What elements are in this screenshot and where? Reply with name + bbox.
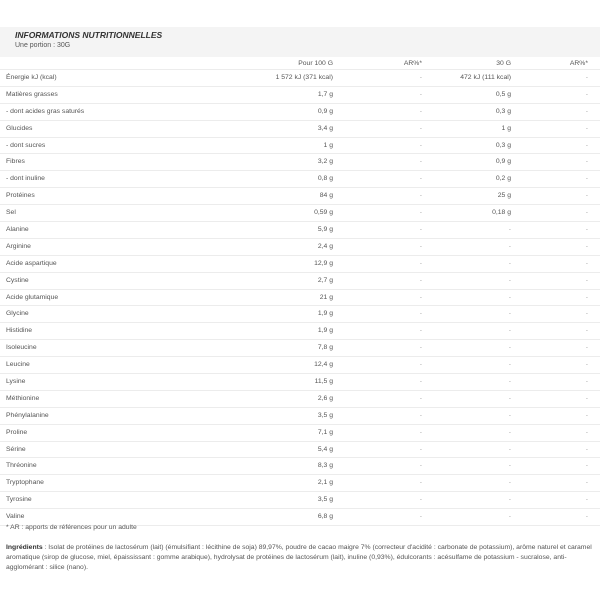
value-per30: - — [508, 394, 511, 402]
value-ar1: - — [419, 445, 422, 453]
value-ar1: - — [419, 310, 422, 318]
value-per100: 12,9 g — [314, 259, 333, 267]
table-row — [0, 425, 600, 442]
value-per30: 0,5 g — [495, 90, 511, 98]
value-ar2: - — [585, 378, 588, 386]
value-ar2: - — [585, 496, 588, 504]
nutrient-name: Alanine — [6, 226, 29, 234]
value-ar2: - — [585, 310, 588, 318]
value-per30: - — [508, 378, 511, 386]
value-per30: - — [508, 479, 511, 487]
nutrient-name: Glucides — [6, 124, 33, 132]
table-body — [0, 70, 600, 526]
table-row — [0, 121, 600, 138]
table-row — [0, 391, 600, 408]
table-row — [0, 306, 600, 323]
value-per30: - — [508, 462, 511, 470]
value-ar2: - — [585, 192, 588, 200]
value-per30: - — [508, 428, 511, 436]
table-row — [0, 256, 600, 273]
table-row — [0, 374, 600, 391]
value-per30: 472 kJ (111 kcal) — [460, 74, 511, 81]
value-per100: 84 g — [319, 192, 333, 200]
value-ar1: - — [419, 209, 422, 217]
page-title: INFORMATIONS NUTRITIONNELLES — [15, 30, 163, 40]
nutrient-name: Lysine — [6, 378, 26, 386]
value-per100: 1 572 kJ (371 kcal) — [275, 74, 333, 81]
value-ar1: - — [419, 242, 422, 250]
value-per100: 2,7 g — [317, 276, 333, 284]
nutrient-name: Méthionine — [6, 394, 40, 402]
table-row — [0, 323, 600, 340]
value-per100: 7,1 g — [317, 428, 333, 436]
value-per30: - — [508, 276, 511, 284]
value-ar2: - — [585, 124, 588, 132]
value-per30: - — [508, 496, 511, 504]
value-per100: 12,4 g — [314, 361, 333, 369]
value-ar1: - — [419, 107, 422, 115]
nutrient-name: Acide aspartique — [6, 259, 57, 267]
value-per100: 1,9 g — [317, 310, 333, 318]
value-per30: - — [508, 513, 511, 521]
table-row — [0, 171, 600, 188]
value-per30: 0,3 g — [495, 141, 511, 149]
value-per30: - — [508, 411, 511, 419]
nutrient-name: Acide glutamique — [6, 293, 59, 301]
value-ar1: - — [419, 378, 422, 386]
value-per100: 7,8 g — [317, 344, 333, 352]
nutrient-name: Thréonine — [6, 462, 37, 470]
nutrient-name: - dont sucres — [6, 141, 46, 149]
value-ar2: - — [585, 344, 588, 352]
value-ar1: - — [419, 394, 422, 402]
value-ar2: - — [585, 259, 588, 267]
table-header-row — [0, 58, 600, 70]
value-ar2: - — [585, 107, 588, 115]
nutrition-header — [0, 27, 600, 57]
value-per100: 5,9 g — [317, 226, 333, 234]
value-ar1: - — [419, 259, 422, 267]
value-per100: 11,5 g — [314, 378, 333, 386]
value-per100: 3,5 g — [317, 411, 333, 419]
value-per100: 0,59 g — [314, 209, 333, 217]
table-row — [0, 340, 600, 357]
value-ar1: - — [419, 192, 422, 200]
value-ar2: - — [585, 428, 588, 436]
value-ar1: - — [419, 327, 422, 335]
value-ar1: - — [419, 513, 422, 521]
value-per30: 1 g — [501, 124, 511, 132]
value-ar2: - — [585, 361, 588, 369]
value-ar2: - — [585, 479, 588, 487]
value-ar2: - — [585, 226, 588, 234]
value-per30: 25 g — [497, 192, 511, 200]
table-row — [0, 188, 600, 205]
ingredients-label: Ingrédients — [6, 544, 43, 551]
value-ar2: - — [585, 513, 588, 521]
value-per100: 21 g — [319, 293, 333, 301]
value-per100: 1,9 g — [317, 327, 333, 335]
col-header-per100: Pour 100 G — [298, 60, 333, 67]
value-per100: 3,5 g — [317, 496, 333, 504]
table-row — [0, 222, 600, 239]
nutrient-name: - dont inuline — [6, 175, 45, 183]
value-per30: - — [508, 259, 511, 267]
table-row — [0, 273, 600, 290]
value-per100: 3,2 g — [317, 158, 333, 166]
value-ar2: - — [585, 327, 588, 335]
portion-size: Une portion : 30G — [15, 42, 71, 49]
table-row — [0, 70, 600, 87]
value-ar1: - — [419, 462, 422, 470]
ingredients-text — [6, 543, 594, 573]
value-per100: 3,4 g — [317, 124, 333, 132]
nutrient-name: Leucine — [6, 361, 30, 369]
value-ar2: - — [585, 158, 588, 166]
value-per30: - — [508, 327, 511, 335]
footnote: * AR : apports de références pour un adulte — [6, 524, 137, 531]
value-per30: - — [508, 344, 511, 352]
value-ar1: - — [419, 293, 422, 301]
nutrient-name: Matières grasses — [6, 90, 58, 98]
value-per100: 0,8 g — [317, 175, 333, 183]
value-ar2: - — [585, 394, 588, 402]
value-per100: 5,4 g — [317, 445, 333, 453]
value-per100: 2,1 g — [317, 479, 333, 487]
nutrient-name: Phénylalanine — [6, 411, 49, 419]
value-ar2: - — [585, 74, 588, 81]
table-row — [0, 154, 600, 171]
nutrient-name: Sel — [6, 209, 16, 217]
value-ar1: - — [419, 361, 422, 369]
value-ar2: - — [585, 175, 588, 183]
nutrient-name: Proline — [6, 428, 28, 436]
nutrient-name: Sérine — [6, 445, 26, 453]
value-ar2: - — [585, 445, 588, 453]
value-ar1: - — [419, 74, 422, 81]
nutrient-name: Valine — [6, 513, 25, 521]
value-ar2: - — [585, 209, 588, 217]
table-row — [0, 239, 600, 256]
table-row — [0, 357, 600, 374]
value-ar1: - — [419, 158, 422, 166]
value-ar2: - — [585, 411, 588, 419]
value-ar1: - — [419, 90, 422, 98]
value-per100: 6,8 g — [317, 513, 333, 521]
nutrient-name: Cystine — [6, 276, 29, 284]
value-per100: 0,9 g — [317, 107, 333, 115]
value-ar2: - — [585, 462, 588, 470]
table-row — [0, 492, 600, 509]
table-row — [0, 205, 600, 222]
value-per30: 0,9 g — [495, 158, 511, 166]
table-row — [0, 104, 600, 121]
value-ar1: - — [419, 124, 422, 132]
value-ar2: - — [585, 276, 588, 284]
nutrient-name: Histidine — [6, 327, 33, 335]
table-row — [0, 442, 600, 459]
value-ar1: - — [419, 411, 422, 419]
value-ar1: - — [419, 479, 422, 487]
value-per30: 0,18 g — [492, 209, 511, 217]
value-ar1: - — [419, 428, 422, 436]
value-ar1: - — [419, 496, 422, 504]
value-ar1: - — [419, 226, 422, 234]
value-per30: 0,3 g — [495, 107, 511, 115]
col-header-ar2: AR%* — [569, 60, 588, 67]
nutrient-name: Arginine — [6, 242, 31, 250]
value-ar2: - — [585, 141, 588, 149]
value-per100: 8,3 g — [317, 462, 333, 470]
value-per100: 2,6 g — [317, 394, 333, 402]
value-ar1: - — [419, 141, 422, 149]
value-per100: 2,4 g — [317, 242, 333, 250]
value-ar1: - — [419, 175, 422, 183]
value-ar2: - — [585, 242, 588, 250]
nutrient-name: Énergie kJ (kcal) — [6, 74, 57, 81]
ingredients-list: : Isolat de protéines de lactosérum (lait) (émulsifiant : lécithine de soja) 89,97%, poudre de cacao maigre 7% (correcteur d'acidité : carbonate de potassium), arôme naturel et caramel aromatique (sirop de glucose, miel, épaississant : gomme arabique), hydrolysat de protéines de lactosérum (lait), inuline (0,93%), édulcorants : acésulfame de potassium - sucralose, anti-agglomérant : silice (nano). — [6, 544, 592, 571]
table-row — [0, 458, 600, 475]
value-per30: - — [508, 310, 511, 318]
nutrient-name: - dont acides gras saturés — [6, 107, 85, 115]
table-row — [0, 138, 600, 155]
value-ar2: - — [585, 90, 588, 98]
value-per30: - — [508, 361, 511, 369]
col-header-per30: 30 G — [496, 60, 511, 67]
nutrient-name: Tryptophane — [6, 479, 44, 487]
nutrient-name: Glycine — [6, 310, 29, 318]
nutrient-name: Fibres — [6, 158, 25, 166]
value-ar2: - — [585, 293, 588, 301]
table-row — [0, 408, 600, 425]
value-ar1: - — [419, 276, 422, 284]
table-row — [0, 475, 600, 492]
table-row — [0, 87, 600, 104]
col-header-ar1: AR%* — [403, 60, 422, 67]
nutrition-table — [0, 58, 600, 526]
value-per30: - — [508, 226, 511, 234]
nutrient-name: Protéines — [6, 192, 35, 200]
value-per30: - — [508, 293, 511, 301]
value-per30: 0,2 g — [495, 175, 511, 183]
value-per30: - — [508, 445, 511, 453]
nutrient-name: Tyrosine — [6, 496, 32, 504]
nutrient-name: Isoleucine — [6, 344, 37, 352]
value-per100: 1,7 g — [317, 90, 333, 98]
table-row — [0, 290, 600, 307]
value-ar1: - — [419, 344, 422, 352]
value-per100: 1 g — [323, 141, 333, 149]
value-per30: - — [508, 242, 511, 250]
